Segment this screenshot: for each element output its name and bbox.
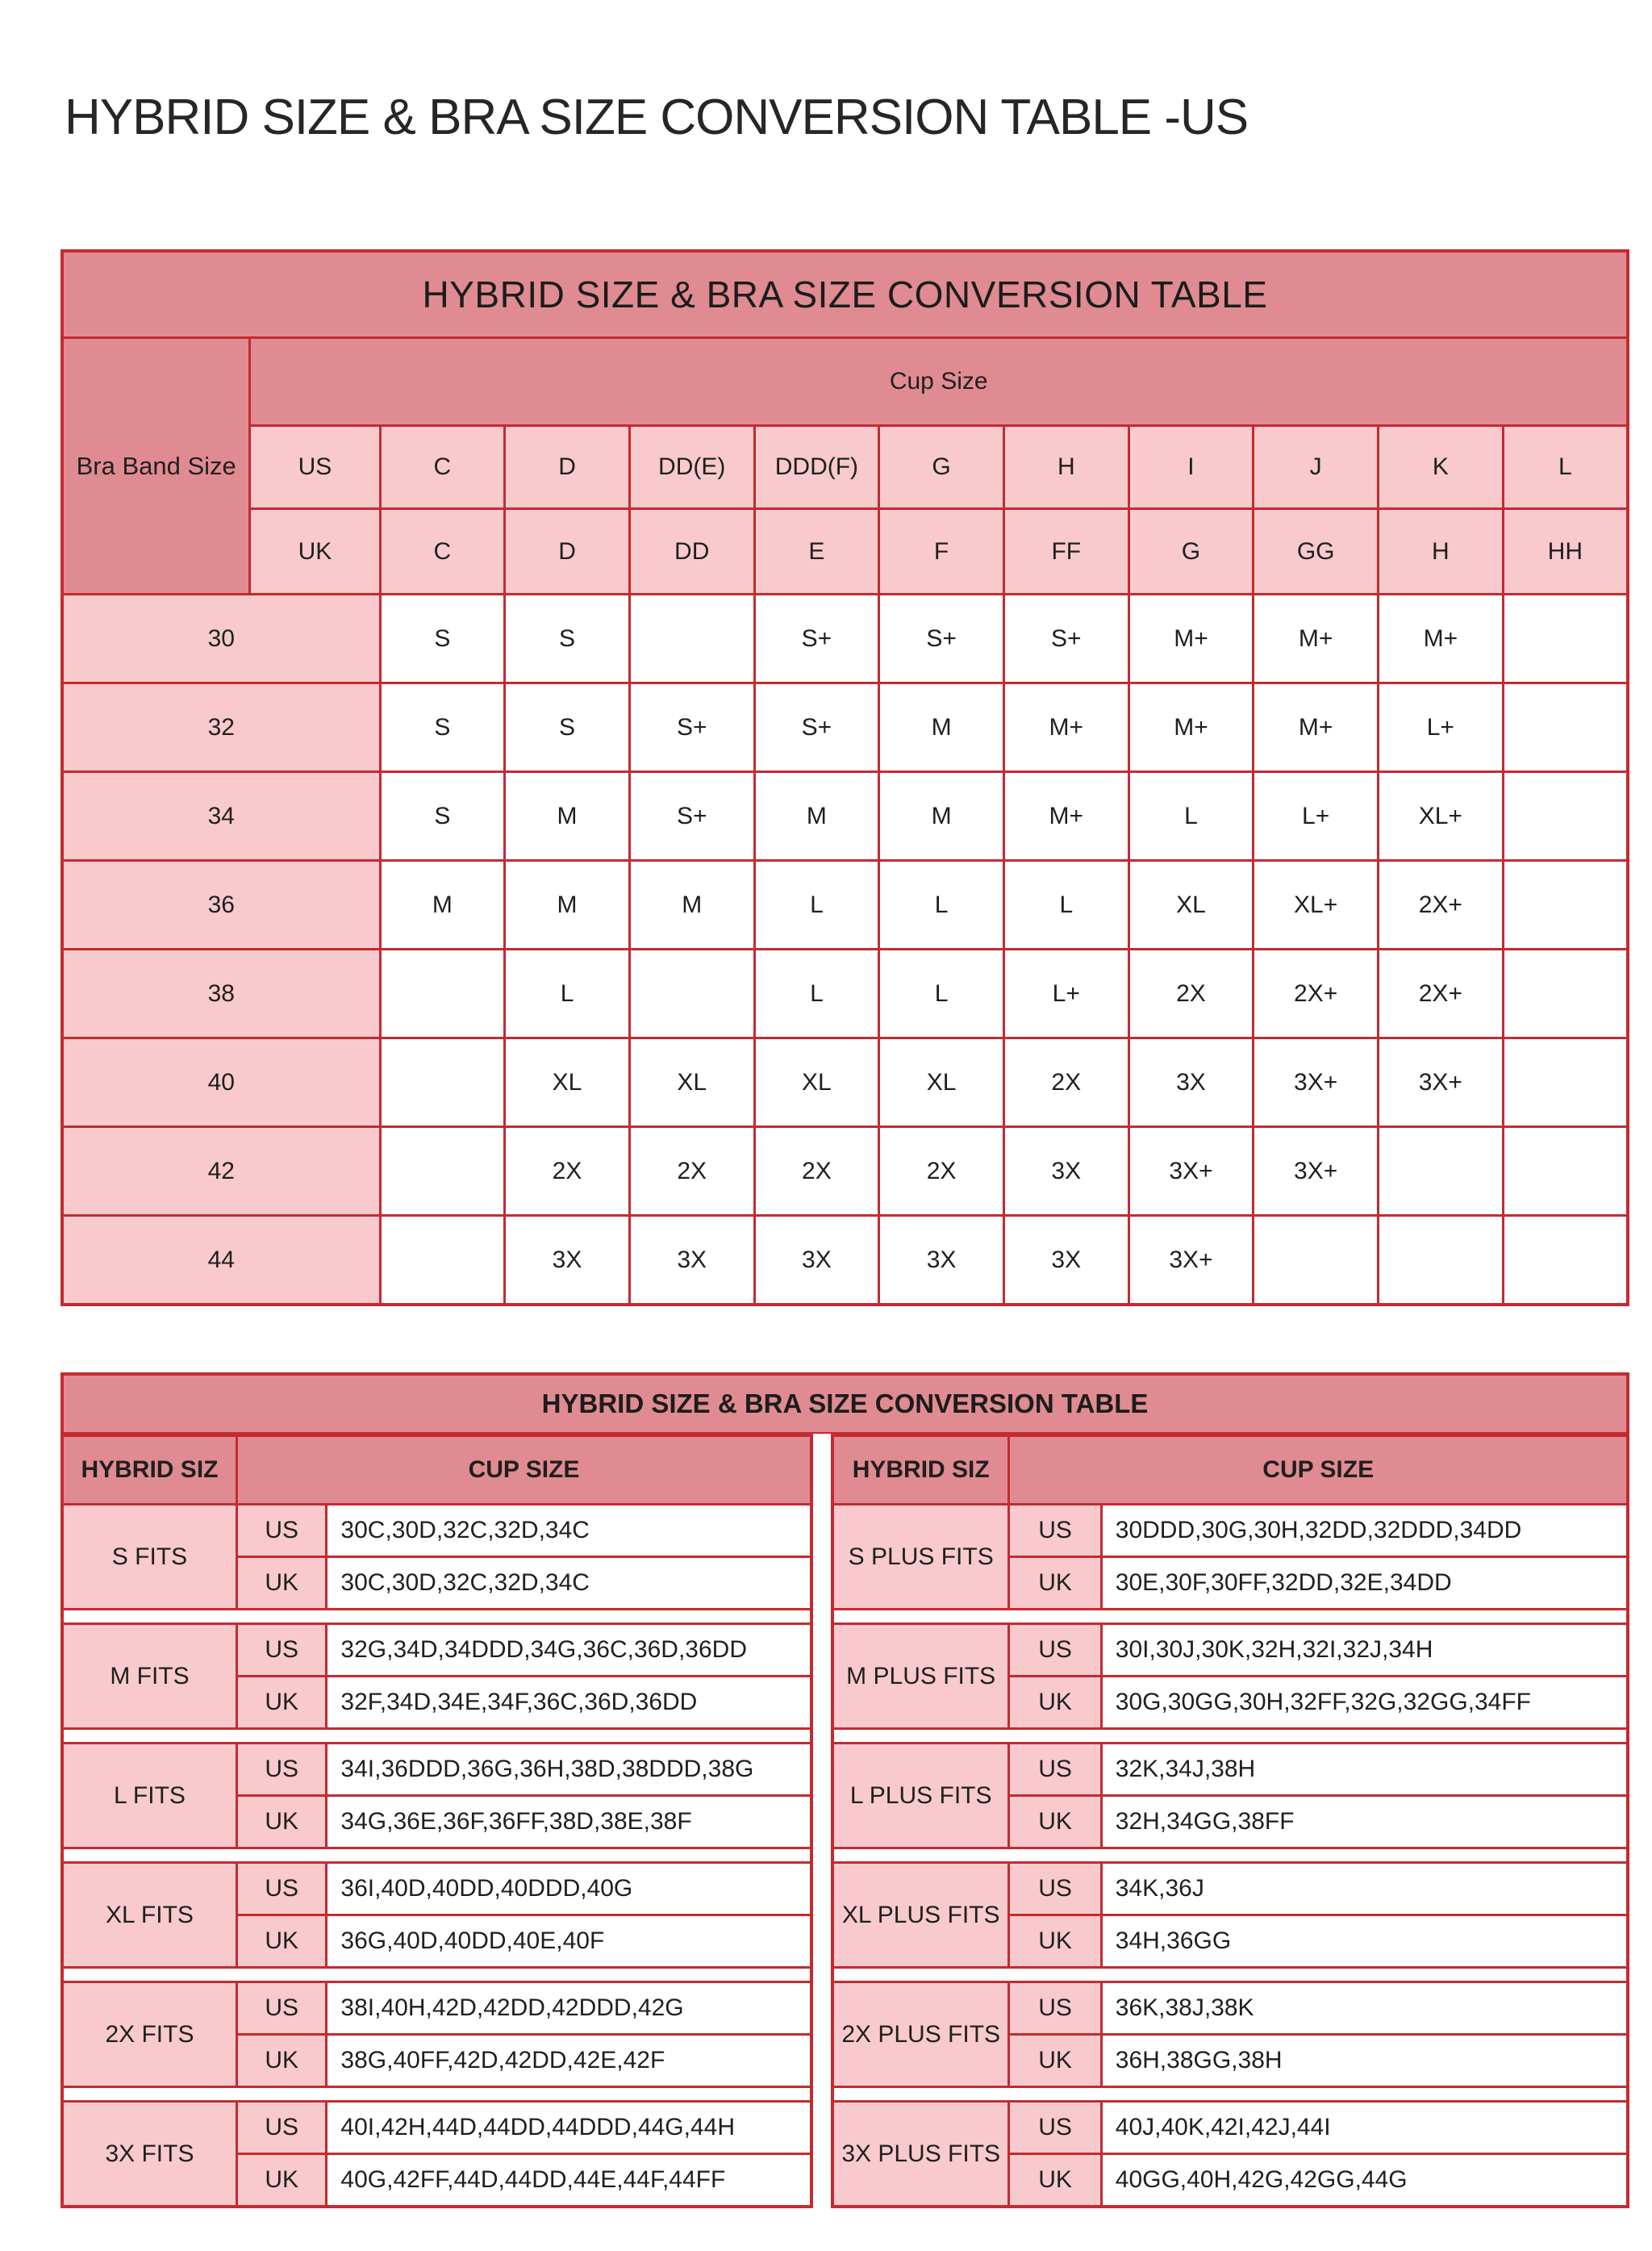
- uk-sizes-value: 30E,30F,30FF,32DD,32E,34DD: [1101, 1557, 1628, 1610]
- hybrid-size-cell: 2X+: [1379, 861, 1504, 950]
- cup-size-header: CUP SIZE: [1009, 1435, 1628, 1505]
- hybrid-size-cell: [629, 950, 754, 1038]
- uk-cup-size-cell: HH: [1503, 509, 1628, 595]
- hybrid-size-cell: 3X: [1003, 1127, 1128, 1216]
- fit-group-us-row: [832, 1863, 1628, 1915]
- fit-group-label: S FITS: [62, 1505, 236, 1610]
- hybrid-size-cell: M: [505, 861, 630, 950]
- hybrid-size-cell: [1503, 772, 1628, 861]
- us-label-cell: US: [1009, 1863, 1101, 1915]
- uk-sizes-value: 34H,36GG: [1101, 1915, 1628, 1968]
- hybrid-size-cell: XL+: [1379, 772, 1504, 861]
- hybrid-size-cell: L: [879, 950, 1004, 1038]
- group-spacer-row: [832, 1610, 1628, 1624]
- us-sizes-value: 30I,30J,30K,32H,32I,32J,34H: [1101, 1624, 1628, 1677]
- hybrid-size-cell: [380, 1038, 505, 1127]
- uk-label-cell: UK: [236, 1915, 326, 1968]
- us-label-cell: US: [1009, 2102, 1101, 2154]
- hybrid-size-cell: 2X: [505, 1127, 630, 1216]
- hybrid-size-cell: [1503, 595, 1628, 683]
- us-label-cell: US: [236, 1744, 326, 1796]
- uk-label-cell: UK: [236, 2035, 326, 2087]
- us-sizes-value: 38I,40H,42D,42DD,42DDD,42G: [327, 1982, 811, 2035]
- fit-group-us-row: [62, 1982, 811, 2035]
- cup-size-header: CUP SIZE: [236, 1435, 811, 1505]
- hybrid-size-cell: XL: [754, 1038, 879, 1127]
- uk-label-cell: UK: [1009, 2154, 1101, 2207]
- hybrid-size-header: HYBRID SIZ: [62, 1435, 236, 1505]
- us-sizes-value: 36I,40D,40DD,40DDD,40G: [327, 1863, 811, 1915]
- group-spacer-row: [832, 2087, 1628, 2102]
- uk-label-cell: UK: [1009, 1915, 1101, 1968]
- hybrid-size-cell: 2X: [879, 1127, 1004, 1216]
- us-cup-size-cell: C: [380, 426, 505, 509]
- hybrid-size-cell: S: [380, 683, 505, 772]
- uk-cup-size-cell: GG: [1254, 509, 1379, 595]
- hybrid-size-cell: L: [754, 950, 879, 1038]
- hybrid-size-cell: S+: [629, 683, 754, 772]
- group-spacer-row: [62, 1968, 811, 1982]
- group-spacer-row: [62, 1729, 811, 1744]
- hybrid-size-cell: [1503, 683, 1628, 772]
- uk-sizes-value: 30C,30D,32C,32D,34C: [327, 1557, 811, 1610]
- band-size-cell: 42: [62, 1127, 380, 1216]
- group-spacer-row: [62, 1610, 811, 1624]
- us-cup-size-cell: J: [1254, 426, 1379, 509]
- hybrid-size-cell: 3X+: [1379, 1038, 1504, 1127]
- fit-group-label: XL PLUS FITS: [832, 1863, 1009, 1968]
- uk-sizes-value: 40G,42FF,44D,44DD,44E,44F,44FF: [327, 2154, 811, 2207]
- fits-table: [60, 1434, 813, 2208]
- uk-cup-size-cell: F: [879, 509, 1004, 595]
- hybrid-size-cell: 2X: [754, 1127, 879, 1216]
- hybrid-size-cell: S: [505, 683, 630, 772]
- table2-title: HYBRID SIZE & BRA SIZE CONVERSION TABLE: [60, 1372, 1629, 1435]
- hybrid-size-cell: M+: [1128, 595, 1254, 683]
- fit-group-us-row: [62, 1624, 811, 1677]
- hybrid-size-cell: [1503, 861, 1628, 950]
- us-sizes-value: 36K,38J,38K: [1101, 1982, 1628, 2035]
- hybrid-size-cell: M: [879, 772, 1004, 861]
- uk-cup-size-cell: DD: [629, 509, 754, 595]
- us-sizes-value: 40I,42H,44D,44DD,44DDD,44G,44H: [327, 2102, 811, 2154]
- fit-group-label: 2X FITS: [62, 1982, 236, 2087]
- hybrid-size-cell: 2X+: [1379, 950, 1504, 1038]
- us-label-cell: US: [236, 1982, 326, 2035]
- hybrid-size-cell: 3X+: [1128, 1216, 1254, 1305]
- uk-label-cell: UK: [1009, 1677, 1101, 1729]
- uk-cup-size-cell: G: [1128, 509, 1254, 595]
- us-label-cell: US: [236, 2102, 326, 2154]
- hybrid-size-cell: 3X+: [1128, 1127, 1254, 1216]
- page-title: HYBRID SIZE & BRA SIZE CONVERSION TABLE -US: [65, 90, 1249, 145]
- table-gap-divider: [813, 1434, 831, 2208]
- table1-title-row: [62, 251, 1628, 338]
- fit-group-label: 3X FITS: [62, 2102, 236, 2207]
- us-cup-size-cell: I: [1128, 426, 1254, 509]
- band-size-cell: 30: [62, 595, 380, 683]
- hybrid-size-cell: [380, 950, 505, 1038]
- spacer-cell: [62, 1729, 811, 1744]
- uk-label-cell: UK: [1009, 1557, 1101, 1610]
- fit-group-label: M FITS: [62, 1624, 236, 1729]
- hybrid-size-cell: M+: [1128, 683, 1254, 772]
- fit-group-label: 2X PLUS FITS: [832, 1982, 1009, 2087]
- hybrid-size-cell: M: [879, 683, 1004, 772]
- uk-label-cell: UK: [250, 509, 380, 595]
- hybrid-size-cell: 3X+: [1254, 1038, 1379, 1127]
- us-label-cell: US: [1009, 1982, 1101, 2035]
- band-row: [62, 683, 1628, 772]
- conversion-table-fits: [60, 1372, 1629, 2208]
- hybrid-size-cell: [629, 595, 754, 683]
- us-sizes-value: 40J,40K,42I,42J,44I: [1101, 2102, 1628, 2154]
- fit-group-label: S PLUS FITS: [832, 1505, 1009, 1610]
- us-cup-size-cell: DD(E): [629, 426, 754, 509]
- bra-band-size-header: Bra Band Size: [62, 338, 250, 595]
- hybrid-size-header: HYBRID SIZ: [832, 1435, 1009, 1505]
- hybrid-size-cell: XL: [879, 1038, 1004, 1127]
- hybrid-size-cell: 2X: [629, 1127, 754, 1216]
- fit-group-label: XL FITS: [62, 1863, 236, 1968]
- hybrid-size-cell: 2X+: [1254, 950, 1379, 1038]
- fit-group-us-row: [62, 1505, 811, 1557]
- us-cup-size-cell: H: [1003, 426, 1128, 509]
- fit-group-label: M PLUS FITS: [832, 1624, 1009, 1729]
- hybrid-size-cell: L+: [1254, 772, 1379, 861]
- hybrid-size-cell: L: [754, 861, 879, 950]
- hybrid-size-cell: XL: [505, 1038, 630, 1127]
- spacer-cell: [62, 1968, 811, 1982]
- us-label-cell: US: [236, 1505, 326, 1557]
- uk-label-cell: UK: [236, 1557, 326, 1610]
- band-row: [62, 1127, 1628, 1216]
- hybrid-size-cell: 3X: [505, 1216, 630, 1305]
- uk-cup-size-cell: D: [505, 509, 630, 595]
- group-spacer-row: [832, 1729, 1628, 1744]
- uk-label-cell: UK: [236, 1796, 326, 1848]
- plus-fits-header-row: [832, 1435, 1628, 1505]
- fit-group-label: L FITS: [62, 1744, 236, 1848]
- band-size-cell: 32: [62, 683, 380, 772]
- hybrid-size-cell: L: [1003, 861, 1128, 950]
- hybrid-size-cell: [1379, 1216, 1504, 1305]
- band-size-cell: 34: [62, 772, 380, 861]
- us-sizes-value: 30DDD,30G,30H,32DD,32DDD,34DD: [1101, 1505, 1628, 1557]
- hybrid-size-cell: S: [505, 595, 630, 683]
- fit-group-label: L PLUS FITS: [832, 1744, 1009, 1848]
- hybrid-size-cell: 3X: [1128, 1038, 1254, 1127]
- hybrid-size-cell: L+: [1379, 683, 1504, 772]
- hybrid-size-cell: [1503, 950, 1628, 1038]
- hybrid-size-cell: L: [505, 950, 630, 1038]
- spacer-cell: [832, 2087, 1628, 2102]
- spacer-cell: [62, 1848, 811, 1863]
- fit-group-us-row: [62, 1863, 811, 1915]
- fit-group-us-row: [62, 1744, 811, 1796]
- fit-group-us-row: [832, 1744, 1628, 1796]
- us-sizes-value: 30C,30D,32C,32D,34C: [327, 1505, 811, 1557]
- uk-sizes-value: 36G,40D,40DD,40E,40F: [327, 1915, 811, 1968]
- group-spacer-row: [832, 1848, 1628, 1863]
- us-sizes-value: 34I,36DDD,36G,36H,38D,38DDD,38G: [327, 1744, 811, 1796]
- hybrid-size-cell: [1503, 1216, 1628, 1305]
- band-size-cell: 36: [62, 861, 380, 950]
- hybrid-size-cell: L: [879, 861, 1004, 950]
- us-label-cell: US: [1009, 1624, 1101, 1677]
- hybrid-size-cell: S+: [879, 595, 1004, 683]
- uk-label-cell: UK: [236, 1677, 326, 1729]
- group-spacer-row: [62, 2087, 811, 2102]
- hybrid-size-cell: [1379, 1127, 1504, 1216]
- hybrid-size-cell: 3X: [754, 1216, 879, 1305]
- uk-sizes-value: 30G,30GG,30H,32FF,32G,32GG,34FF: [1101, 1677, 1628, 1729]
- plus-fits-table: [831, 1434, 1629, 2208]
- band-row: [62, 1038, 1628, 1127]
- fit-group-us-row: [832, 2102, 1628, 2154]
- band-size-cell: 38: [62, 950, 380, 1038]
- fit-group-label: 3X PLUS FITS: [832, 2102, 1009, 2207]
- us-cup-size-cell: L: [1503, 426, 1628, 509]
- hybrid-size-cell: [1503, 1127, 1628, 1216]
- cup-size-header: Cup Size: [250, 338, 1628, 426]
- conversion-table-band-grid: [60, 249, 1629, 1306]
- us-cup-size-cell: DDD(F): [754, 426, 879, 509]
- hybrid-size-cell: L+: [1003, 950, 1128, 1038]
- group-spacer-row: [62, 1848, 811, 1863]
- spacer-cell: [832, 1610, 1628, 1624]
- hybrid-size-cell: M: [505, 772, 630, 861]
- uk-sizes-value: 32H,34GG,38FF: [1101, 1796, 1628, 1848]
- hybrid-size-cell: S+: [754, 683, 879, 772]
- spacer-cell: [62, 1610, 811, 1624]
- uk-label-cell: UK: [236, 2154, 326, 2207]
- band-cup-table: [60, 249, 1629, 1306]
- hybrid-size-cell: M+: [1254, 683, 1379, 772]
- hybrid-size-cell: L: [1128, 772, 1254, 861]
- us-label-cell: US: [250, 426, 380, 509]
- hybrid-size-cell: S+: [1003, 595, 1128, 683]
- hybrid-size-cell: M: [629, 861, 754, 950]
- fit-group-us-row: [832, 1505, 1628, 1557]
- hybrid-size-cell: S+: [754, 595, 879, 683]
- hybrid-size-cell: [1503, 1038, 1628, 1127]
- us-label-cell: US: [1009, 1744, 1101, 1796]
- hybrid-size-cell: XL+: [1254, 861, 1379, 950]
- fits-header-row: [62, 1435, 811, 1505]
- cup-size-header-row: [62, 338, 1628, 426]
- hybrid-size-cell: M+: [1003, 683, 1128, 772]
- us-cup-size-cell: G: [879, 426, 1004, 509]
- us-label-cell: US: [1009, 1505, 1101, 1557]
- uk-sizes-value: 38G,40FF,42D,42DD,42E,42F: [327, 2035, 811, 2087]
- hybrid-size-cell: 3X: [879, 1216, 1004, 1305]
- hybrid-size-cell: 2X: [1003, 1038, 1128, 1127]
- uk-cup-size-cell: C: [380, 509, 505, 595]
- hybrid-size-cell: M: [380, 861, 505, 950]
- band-row: [62, 861, 1628, 950]
- uk-sizes-value: 32F,34D,34E,34F,36C,36D,36DD: [327, 1677, 811, 1729]
- uk-cup-size-cell: E: [754, 509, 879, 595]
- hybrid-size-cell: S+: [629, 772, 754, 861]
- band-size-cell: 40: [62, 1038, 380, 1127]
- band-size-cell: 44: [62, 1216, 380, 1305]
- hybrid-size-cell: S: [380, 772, 505, 861]
- us-cup-size-cell: D: [505, 426, 630, 509]
- uk-label-cell: UK: [1009, 2035, 1101, 2087]
- hybrid-size-cell: 3X: [1003, 1216, 1128, 1305]
- uk-cup-sizes-row: [62, 509, 1628, 595]
- uk-sizes-value: 34G,36E,36F,36FF,38D,38E,38F: [327, 1796, 811, 1848]
- hybrid-size-cell: M+: [1379, 595, 1504, 683]
- fit-group-us-row: [832, 1624, 1628, 1677]
- us-sizes-value: 32K,34J,38H: [1101, 1744, 1628, 1796]
- us-label-cell: US: [236, 1624, 326, 1677]
- hybrid-size-cell: M+: [1003, 772, 1128, 861]
- us-cup-sizes-row: [62, 426, 1628, 509]
- us-sizes-value: 34K,36J: [1101, 1863, 1628, 1915]
- table2-columns: [60, 1434, 1629, 2208]
- hybrid-size-cell: [380, 1127, 505, 1216]
- hybrid-size-cell: S: [380, 595, 505, 683]
- uk-cup-size-cell: FF: [1003, 509, 1128, 595]
- hybrid-size-cell: M+: [1254, 595, 1379, 683]
- us-sizes-value: 32G,34D,34DDD,34G,36C,36D,36DD: [327, 1624, 811, 1677]
- spacer-cell: [832, 1848, 1628, 1863]
- band-row: [62, 772, 1628, 861]
- hybrid-size-cell: M: [754, 772, 879, 861]
- hybrid-size-cell: [380, 1216, 505, 1305]
- hybrid-size-cell: 3X: [629, 1216, 754, 1305]
- hybrid-size-cell: [1254, 1216, 1379, 1305]
- uk-sizes-value: 40GG,40H,42G,42GG,44G: [1101, 2154, 1628, 2207]
- band-row: [62, 950, 1628, 1038]
- uk-cup-size-cell: H: [1379, 509, 1504, 595]
- fit-group-us-row: [62, 2102, 811, 2154]
- uk-label-cell: UK: [1009, 1796, 1101, 1848]
- hybrid-size-cell: XL: [1128, 861, 1254, 950]
- uk-sizes-value: 36H,38GG,38H: [1101, 2035, 1628, 2087]
- spacer-cell: [832, 1729, 1628, 1744]
- group-spacer-row: [832, 1968, 1628, 1982]
- us-label-cell: US: [236, 1863, 326, 1915]
- spacer-cell: [62, 2087, 811, 2102]
- hybrid-size-cell: 3X+: [1254, 1127, 1379, 1216]
- us-cup-size-cell: K: [1379, 426, 1504, 509]
- band-row: [62, 595, 1628, 683]
- hybrid-size-cell: XL: [629, 1038, 754, 1127]
- spacer-cell: [832, 1968, 1628, 1982]
- band-row: [62, 1216, 1628, 1305]
- hybrid-size-cell: 2X: [1128, 950, 1254, 1038]
- fit-group-us-row: [832, 1982, 1628, 2035]
- table1-title: HYBRID SIZE & BRA SIZE CONVERSION TABLE: [62, 251, 1628, 338]
